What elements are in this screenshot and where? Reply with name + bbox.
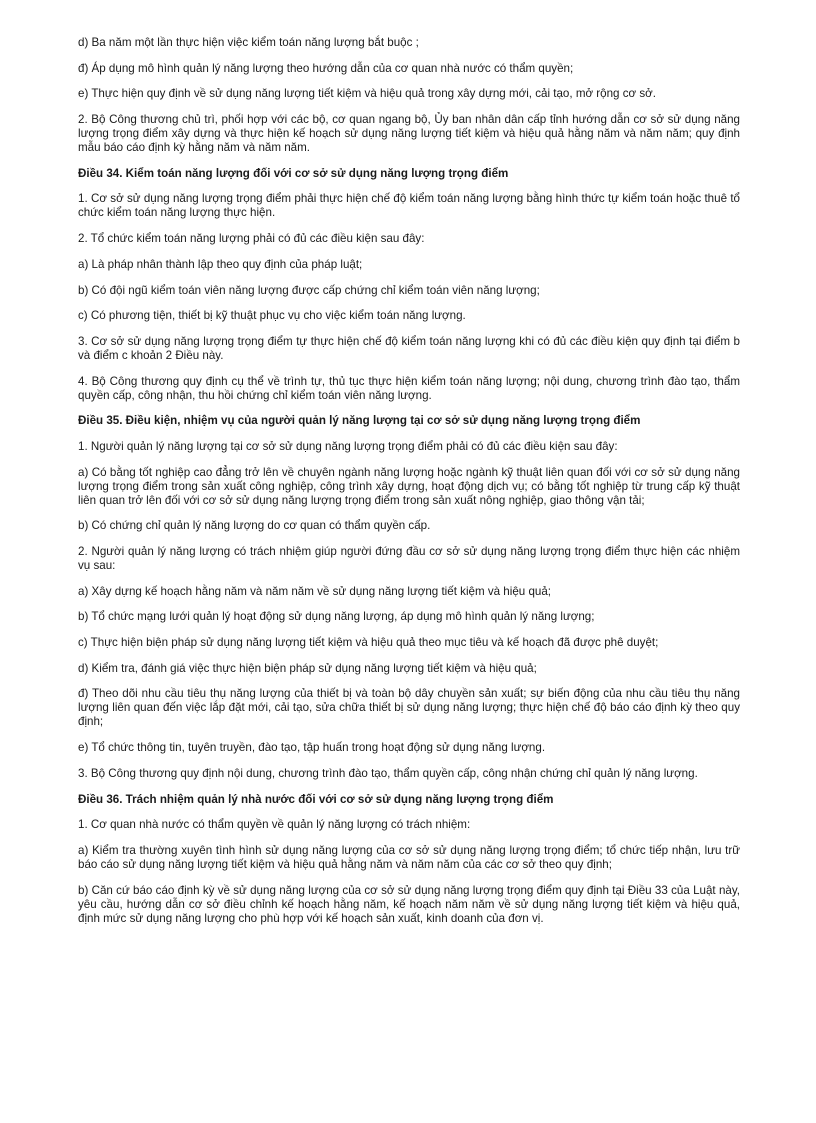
paragraph: b) Có chứng chỉ quản lý năng lượng do cơ quan có thẩm quyền cấp.: [78, 519, 431, 533]
paragraph: 2. Người quản lý năng lượng có trách nhiệm giúp người đứng đầu cơ sở sử dụng năng lượng trọng điểm thực hiện các nhiệm vụ sau:: [78, 545, 740, 572]
article-heading: Điều 35. Điều kiện, nhiệm vụ của người quản lý năng lượng tại cơ sở sử dụng năng lượng trọng điểm: [78, 414, 641, 428]
paragraph: d) Kiểm tra, đánh giá việc thực hiện biện pháp sử dụng năng lượng tiết kiệm và hiệu quả;: [78, 661, 537, 675]
paragraph: 2. Tổ chức kiểm toán năng lượng phải có đủ các điều kiện sau đây:: [78, 232, 425, 246]
paragraph: 1. Người quản lý năng lượng tại cơ sở sử dụng năng lượng trọng điểm phải có đủ các điều kiện sau đây:: [78, 439, 618, 453]
paragraph: c) Thực hiện biện pháp sử dụng năng lượng tiết kiệm và hiệu quả theo mục tiêu và kế hoạch đã được phê duyệt;: [78, 636, 659, 650]
paragraph: 3. Bộ Công thương quy định nội dung, chương trình đào tạo, thẩm quyền cấp, công nhận chứng chỉ quản lý năng lượng.: [78, 766, 698, 780]
paragraph: a) Là pháp nhân thành lập theo quy định của pháp luật;: [78, 257, 363, 271]
paragraph: a) Kiểm tra thường xuyên tình hình sử dụng năng lượng của cơ sở sử dụng năng lượng trọng điểm; tổ chức tiếp nhận, lưu trữ báo cáo sử dụng năng lượng tiết kiệm và hiệu quả hằng năm và năm năm của các cơ sở theo quy định;: [78, 843, 740, 871]
paragraph: b) Tổ chức mạng lưới quản lý hoạt động sử dụng năng lượng, áp dụng mô hình quản lý năng lượng;: [78, 610, 595, 624]
paragraph: a) Có bằng tốt nghiệp cao đẳng trở lên về chuyên ngành năng lượng hoặc ngành kỹ thuật liên quan đối với cơ sở sử dụng năng lượng trọng điểm trong sản xuất công nghiệp, công trình xây dựng, hoạt động dịch vụ; có bằng tốt nghiệp từ trung cấp kỹ thuật liên quan trở lên đối với cơ sở sử dụng năng lượng trọng điểm trong sản xuất nông nghiệp, giao thông vận tải;: [78, 465, 740, 507]
paragraph: d) Ba năm một lần thực hiện việc kiểm toán năng lượng bắt buộc ;: [78, 36, 419, 49]
paragraph: 1. Cơ quan nhà nước có thẩm quyền về quản lý năng lượng có trách nhiệm:: [78, 818, 471, 832]
paragraph: 3. Cơ sở sử dụng năng lượng trọng điểm tự thực hiện chế độ kiểm toán năng lượng khi có đủ các điều kiện quy định tại điểm b và điểm c khoản 2 Điều này.: [78, 334, 740, 362]
paragraph: 4. Bộ Công thương quy định cụ thể về trình tự, thủ tục thực hiện kiểm toán năng lượng; nội dung, chương trình đào tạo, thẩm quyền cấp, công nhận, thu hồi chứng chỉ kiểm toán viên năng lượng.: [78, 374, 740, 402]
article-heading: Điều 36. Trách nhiệm quản lý nhà nước đối với cơ sở sử dụng năng lượng trọng điểm: [78, 792, 554, 806]
paragraph: 1. Cơ sở sử dụng năng lượng trọng điểm phải thực hiện chế độ kiểm toán năng lượng bằng hình thức tự kiểm toán hoặc thuê tổ chức kiểm toán năng lượng thực hiện.: [78, 192, 740, 220]
paragraph: 2. Bộ Công thương chủ trì, phối hợp với các bộ, cơ quan ngang bộ, Ủy ban nhân dân cấp tỉnh hướng dẫn cơ sở sử dụng năng lượng trọng điểm xây dựng và thực hiện kế hoạch sử dụng năng lượng tiết kiệm và hiệu quả hằng năm và năm năm; quy định mẫu báo cáo định kỳ hằng năm và năm năm.: [78, 113, 740, 155]
paragraph: e) Thực hiện quy định về sử dụng năng lượng tiết kiệm và hiệu quả trong xây dựng mới, cải tạo, mở rộng cơ sở.: [78, 87, 656, 101]
paragraph: c) Có phương tiện, thiết bị kỹ thuật phục vụ cho việc kiểm toán năng lượng.: [78, 309, 466, 323]
paragraph: đ) Theo dõi nhu cầu tiêu thụ năng lượng của thiết bị và toàn bộ dây chuyền sản xuất; sự biến động của nhu cầu tiêu thụ năng lượng liên quan đến việc lắp đặt mới, cải tạo, sửa chữa thiết bị sử dụng năng lượng; thực hiện chế độ báo cáo định kỳ theo quy định;: [78, 687, 740, 729]
article-heading: Điều 34. Kiểm toán năng lượng đối với cơ sở sử dụng năng lượng trọng điểm: [78, 166, 509, 180]
paragraph: b) Có đội ngũ kiểm toán viên năng lượng được cấp chứng chỉ kiểm toán viên năng lượng;: [78, 283, 540, 297]
paragraph: b) Căn cứ báo cáo định kỳ về sử dụng năng lượng của cơ sở sử dụng năng lượng trọng điểm quy định tại Điều 33 của Luật này, yêu cầu, hướng dẫn cơ sở điều chỉnh kế hoạch hằng năm, kế hoạch năm năm về sử dụng năng lượng tiết kiệm và hiệu quả, định mức sử dụng năng lượng cho phù hợp với kế hoạch sản xuất, kinh doanh của đơn vị.: [78, 883, 740, 925]
paragraph: a) Xây dựng kế hoạch hằng năm và năm năm về sử dụng năng lượng tiết kiệm và hiệu quả;: [78, 584, 552, 598]
paragraph: e) Tổ chức thông tin, tuyên truyền, đào tạo, tập huấn trong hoạt động sử dụng năng lượng.: [78, 741, 546, 755]
paragraph: đ) Áp dụng mô hình quản lý năng lượng theo hướng dẫn của cơ quan nhà nước có thẩm quyền;: [78, 61, 574, 75]
document-page: [78, 36, 740, 937]
